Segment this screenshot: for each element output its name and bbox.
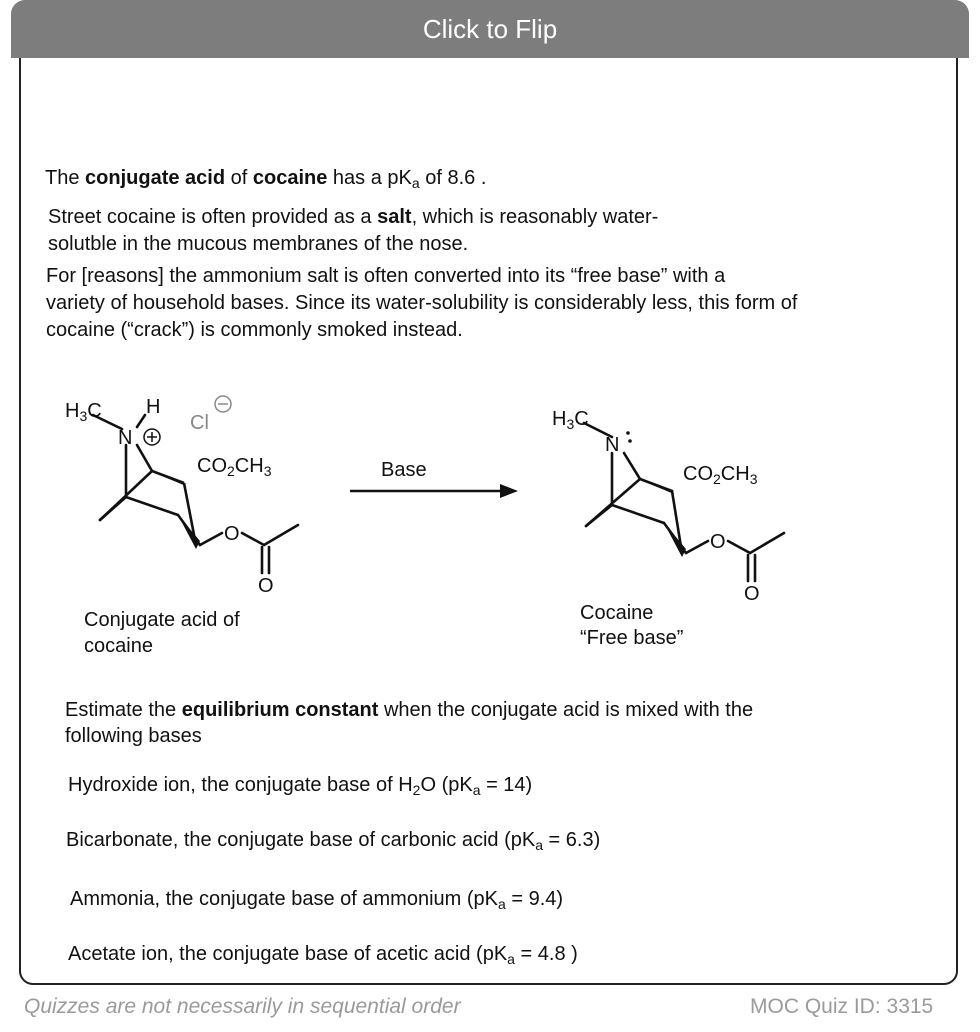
question-line2: following bases [65, 725, 202, 747]
para1-line1: Street cocaine is often provided as a salt, which is reasonably water- [48, 206, 659, 228]
right-h3c-label: $H_3C$ [552, 408, 589, 432]
right-n-label: N [605, 434, 620, 456]
right-wedge-bond [638, 479, 674, 494]
left-caption-line2: cocaine [84, 635, 153, 657]
lone-pair-icon [626, 431, 632, 443]
question-line1: Estimate the equilibrium constant when the conjugate acid is mixed with the [65, 699, 754, 721]
right-caption-line1: Cocaine [580, 602, 654, 624]
left-ester-label: $CO_2CH_3$ [197, 455, 272, 479]
click-to-flip-button[interactable]: Click to Flip [11, 0, 969, 58]
base-option-bicarbonate[interactable]: Bicarbonate, the conjugate base of carbonic acid $(pK_a = 6.3)$ [66, 829, 601, 854]
negative-charge-icon [215, 396, 231, 412]
left-bold-bond [178, 515, 200, 549]
base-option-ammonia[interactable]: Ammonia, the conjugate base of ammonium $(pK_a = 9.4)$ [70, 888, 564, 913]
footer-disclaimer: Quizzes are not necessarily in sequential order [24, 995, 461, 1018]
para1-line2: solutble in the mucous membranes of the nose. [48, 233, 469, 255]
arrow-head-icon [500, 484, 518, 498]
base-option-hydroxide[interactable]: Hydroxide ion, the conjugate base of $H_2O$ $(pK_a = 14)$ [68, 774, 533, 799]
chloride-label: Cl [190, 412, 209, 434]
right-bold-bond [664, 523, 686, 557]
right-caption-line2: “Free base” [580, 627, 684, 649]
para2-line1: For [reasons] the ammonium salt is often converted into its “free base” with a [46, 265, 726, 287]
quiz-id: MOC Quiz ID: 3315 [750, 995, 934, 1018]
left-o-link-label: O [224, 523, 240, 545]
left-h3c-label: $H_3C$ [65, 400, 102, 424]
left-o-carbonyl-label: O [258, 575, 274, 597]
right-o-link-label: O [710, 531, 726, 553]
left-n-label: N [118, 427, 133, 449]
left-h-label: H [146, 396, 161, 418]
para2-line2: variety of household bases. Since its water-solubility is considerably less, this form of [46, 292, 798, 314]
right-o-carbonyl-label: O [744, 583, 760, 605]
arrow-label: Base [381, 459, 427, 481]
right-ester-label: $CO_2CH_3$ [683, 463, 758, 487]
intro-sentence: The conjugate acid of cocaine has a $pK_a$ of 8.6 . [45, 167, 487, 192]
positive-charge-icon [144, 429, 160, 445]
para2-line3: cocaine (“crack”) is commonly smoked instead. [46, 319, 463, 341]
left-caption-line1: Conjugate acid of [84, 609, 240, 631]
base-option-acetate[interactable]: Acetate ion, the conjugate base of acetic acid ($pK_a = 4.8$ ) [68, 943, 578, 968]
